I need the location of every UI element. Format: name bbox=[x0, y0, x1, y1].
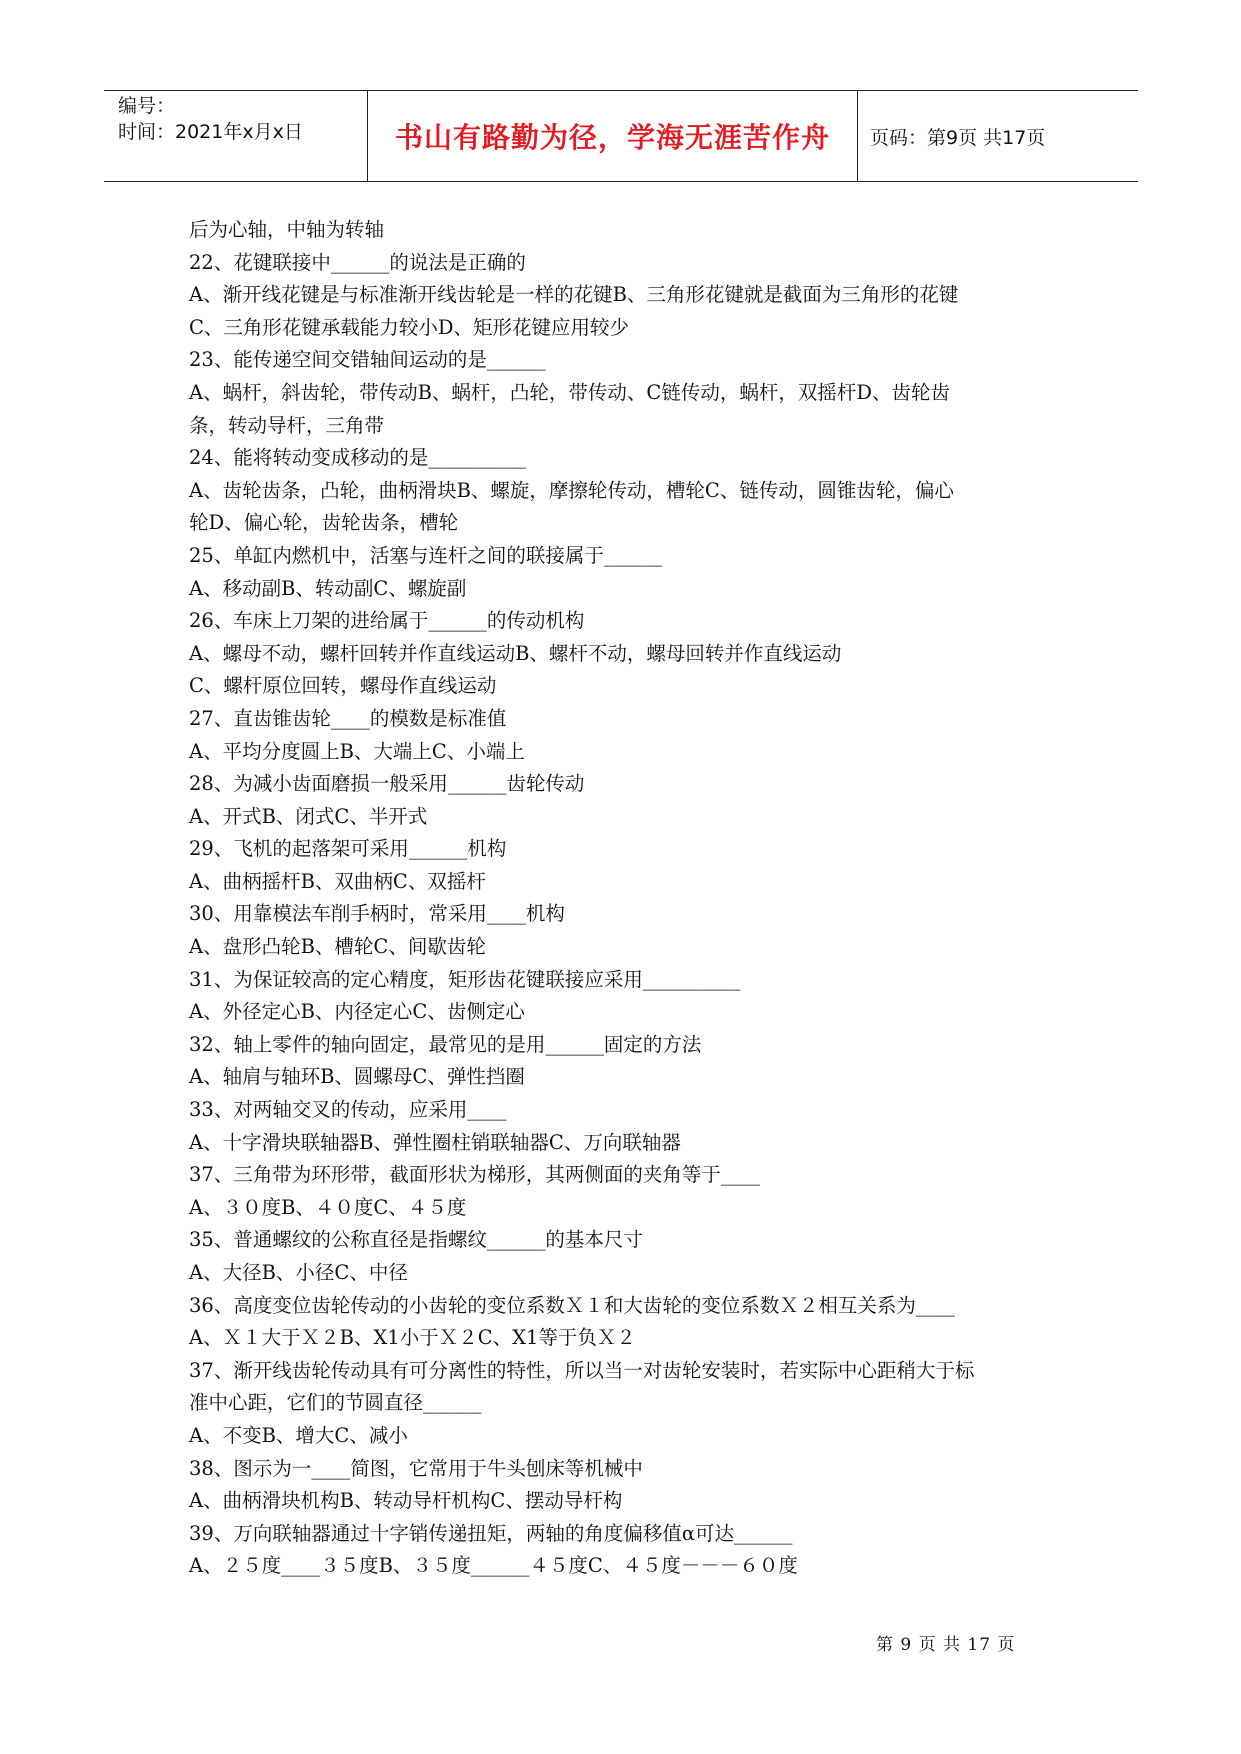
text-line: A、齿轮齿条，凸轮，曲柄滑块B、螺旋，摩擦轮传动，槽轮C、链传动，圆锥齿轮，偏心 bbox=[189, 478, 954, 502]
text-line: 35、普通螺纹的公称直径是指螺纹______的基本尺寸 bbox=[189, 1228, 643, 1252]
text-line: C、螺杆原位回转，螺母作直线运动 bbox=[189, 674, 497, 698]
header-divider bbox=[857, 91, 858, 181]
text-line: A、轴肩与轴环B、圆螺母C、弹性挡圈 bbox=[189, 1065, 525, 1089]
text-line: 条，转动导杆，三角带 bbox=[189, 413, 385, 437]
question-body bbox=[189, 214, 1069, 1583]
text-line: A、２５度____３５度B、３５度______４５度C、４５度－－－６０度 bbox=[189, 1554, 798, 1578]
text-line: 30、用靠模法车削手柄时，常采用____机构 bbox=[189, 902, 565, 926]
text-line: A、十字滑块联轴器B、弹性圈柱销联轴器C、万向联轴器 bbox=[189, 1130, 681, 1154]
header-page-info: 页码：第9页 共17页 bbox=[870, 126, 1046, 149]
text-line: A、３０度B、４０度C、４５度 bbox=[189, 1195, 467, 1219]
text-line: A、曲柄滑块机构B、转动导杆机构C、摆动导杆构 bbox=[189, 1489, 623, 1513]
text-line: 准中心距，它们的节圆直径______ bbox=[189, 1391, 482, 1415]
text-line: A、移动副B、转动副C、螺旋副 bbox=[189, 576, 467, 600]
text-line: 轮D、偏心轮，齿轮齿条，槽轮 bbox=[189, 511, 459, 535]
text-line: A、螺母不动，螺杆回转并作直线运动B、螺杆不动，螺母回转并作直线运动 bbox=[189, 641, 842, 665]
page-header bbox=[104, 90, 1138, 182]
text-line: A、平均分度圆上B、大端上C、小端上 bbox=[189, 739, 525, 763]
text-line: 33、对两轴交叉的传动，应采用____ bbox=[189, 1098, 507, 1122]
text-line: 22、花键联接中______的说法是正确的 bbox=[189, 250, 526, 274]
text-line: 38、图示为一____简图，它常用于牛头刨床等机械中 bbox=[189, 1456, 643, 1480]
text-line: 后为心轴，中轴为转轴 bbox=[189, 218, 385, 241]
text-line: 24、能将转动变成移动的是__________ bbox=[189, 446, 526, 470]
header-meta bbox=[118, 93, 303, 145]
text-line: A、大径B、小径C、中径 bbox=[189, 1261, 408, 1284]
text-line: 32、轴上零件的轴向固定，最常见的是用______固定的方法 bbox=[189, 1032, 702, 1056]
text-line: A、开式B、闭式C、半开式 bbox=[189, 804, 428, 828]
text-line: A、蜗杆，斜齿轮，带传动B、蜗杆，凸轮，带传动、C链传动，蜗杆，双摇杆D、齿轮齿 bbox=[189, 380, 950, 404]
text-line: 37、渐开线齿轮传动具有可分离性的特性，所以当一对齿轮安装时，若实际中心距稍大于标 bbox=[189, 1358, 975, 1382]
text-line: 36、高度变位齿轮传动的小齿轮的变位系数Ｘ１和大齿轮的变位系数Ｘ２相互关系为____ bbox=[189, 1293, 955, 1317]
document-number-label: 编号： bbox=[118, 95, 176, 117]
header-motto: 书山有路勤为径，学海无涯苦作舟 bbox=[394, 121, 830, 154]
text-line: 28、为减小齿面磨损一般采用______齿轮传动 bbox=[189, 772, 585, 796]
text-line: A、渐开线花键是与标准渐开线齿轮是一样的花键B、三角形花键就是截面为三角形的花键 bbox=[189, 283, 959, 307]
text-line: 27、直齿锥齿轮____的模数是标准值 bbox=[189, 706, 507, 730]
text-line: 39、万向联轴器通过十字销传递扭矩，两轴的角度偏移值α可达______ bbox=[189, 1521, 793, 1545]
text-line: 29、飞机的起落架可采用______机构 bbox=[189, 837, 507, 861]
text-line: A、不变B、增大C、减小 bbox=[189, 1423, 408, 1447]
text-line: C、三角形花键承载能力较小D、矩形花键应用较少 bbox=[189, 315, 630, 339]
text-line: 25、单缸内燃机中，活塞与连杆之间的联接属于______ bbox=[189, 543, 663, 567]
text-line: 37、三角带为环形带，截面形状为梯形，其两侧面的夹角等于____ bbox=[189, 1163, 760, 1187]
text-line: A、外径定心B、内径定心C、齿侧定心 bbox=[189, 1000, 525, 1024]
text-line: A、Ｘ１大于Ｘ２B、X1小于Ｘ２C、X1等于负Ｘ２ bbox=[189, 1326, 636, 1350]
text-line: 23、能传递空间交错轴间运动的是______ bbox=[189, 348, 546, 372]
text-line: 31、为保证较高的定心精度，矩形齿花键联接应采用__________ bbox=[189, 967, 741, 991]
text-line: A、曲柄摇杆B、双曲柄C、双摇杆 bbox=[189, 869, 486, 893]
text-line: 26、车床上刀架的进给属于______的传动机构 bbox=[189, 609, 585, 633]
text-line: A、盘形凸轮B、槽轮C、间歇齿轮 bbox=[189, 935, 486, 959]
document-time-label: 时间：2021年x月x日 bbox=[118, 121, 303, 143]
page-footer: 第 9 页 共 17 页 bbox=[876, 1635, 1016, 1655]
